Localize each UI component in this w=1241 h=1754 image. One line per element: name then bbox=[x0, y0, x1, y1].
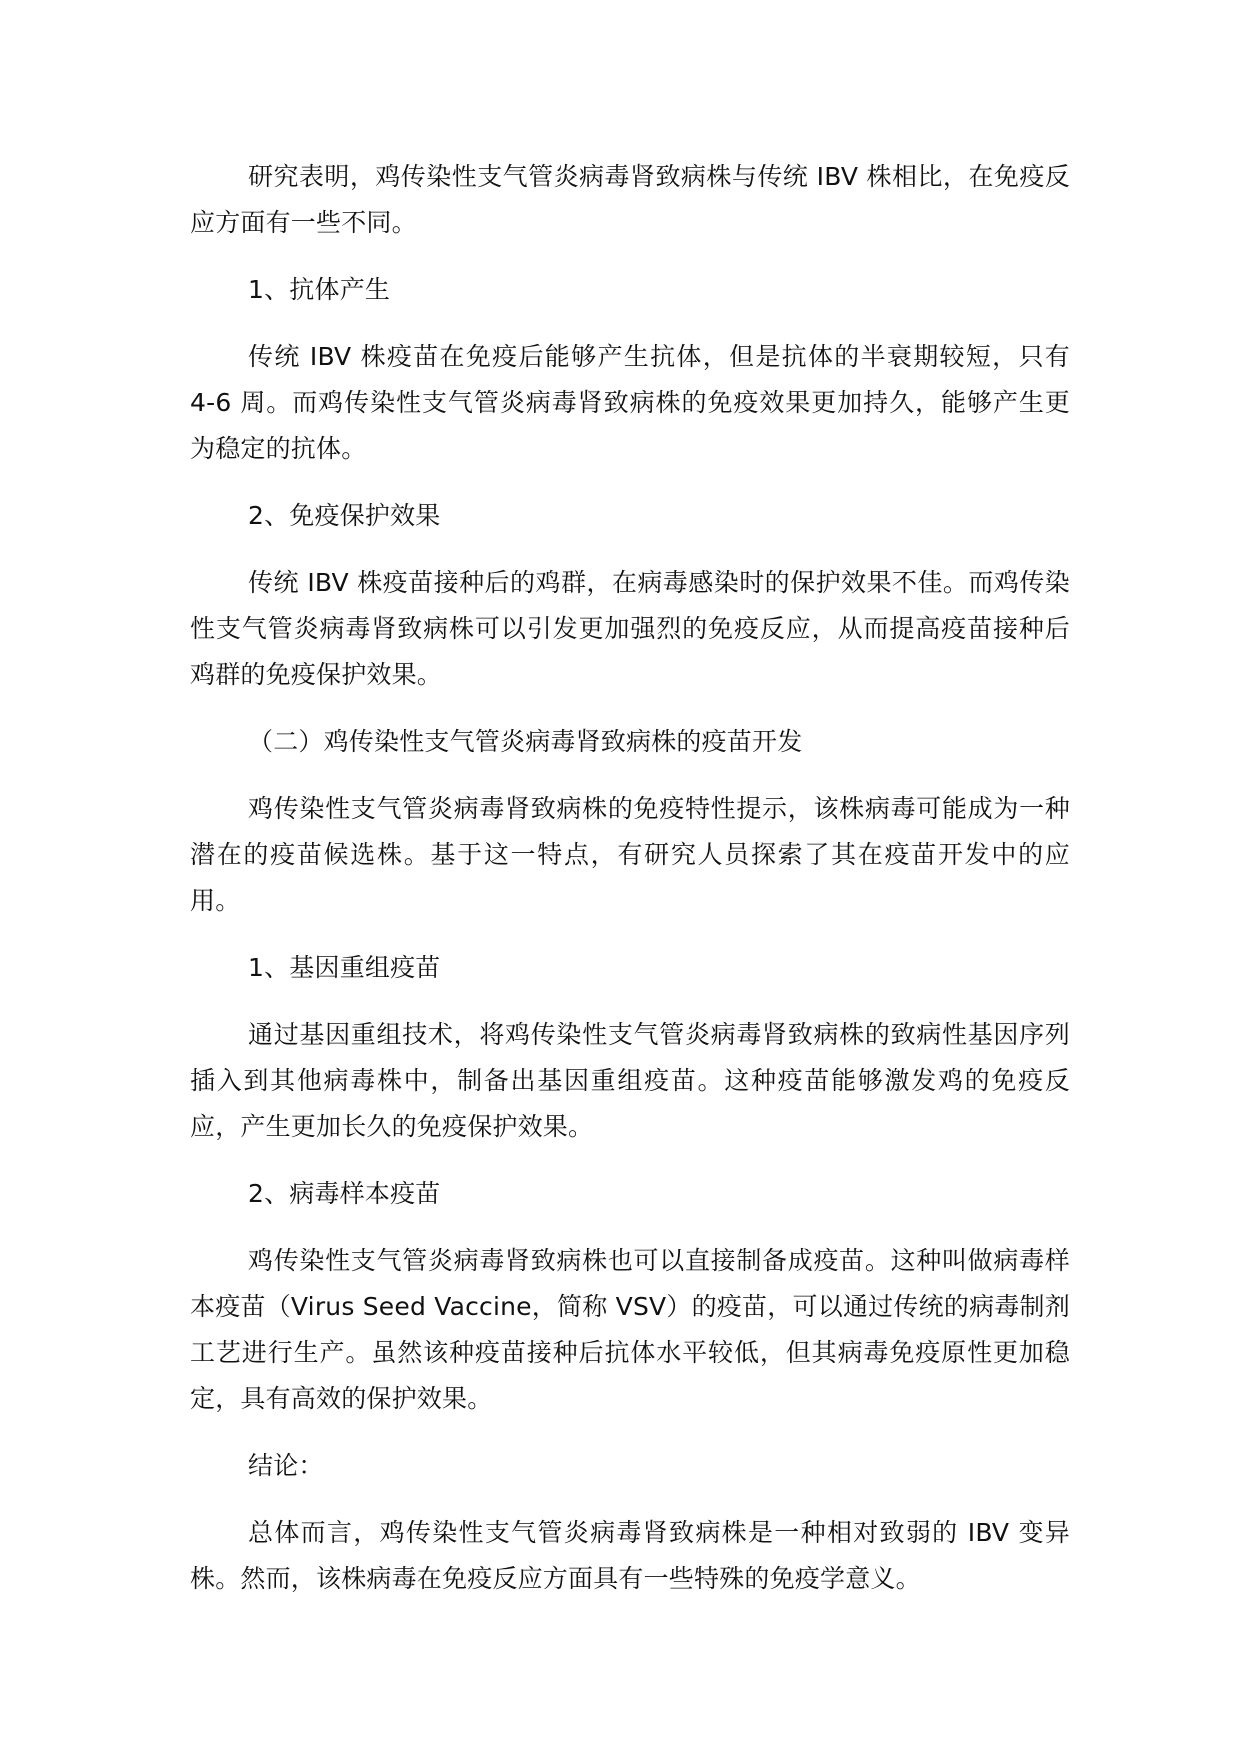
heading-virus-seed-vaccine: 2、病毒样本疫苗 bbox=[248, 1179, 441, 1208]
paragraph-virus-seed-vaccine: 鸡传染性支气管炎病毒肾致病株也可以直接制备成疫苗。这种叫做病毒样本疫苗（Virus Seed Vaccine，简称 VSV）的疫苗，可以通过传统的病毒制剂工艺进行生产。虽然该种疫苗接种后抗体水平较低，但其病毒免疫原性更加稳定，具有高效的保护效果。 bbox=[190, 1246, 1070, 1413]
paragraph-immune-protection: 传统 IBV 株疫苗接种后的鸡群，在病毒感染时的保护效果不佳。而鸡传染性支气管炎病毒肾致病株可以引发更加强烈的免疫反应，从而提高疫苗接种后鸡群的免疫保护效果。 bbox=[190, 568, 1070, 689]
paragraph-antibody-production: 传统 IBV 株疫苗在免疫后能够产生抗体，但是抗体的半衰期较短，只有 4-6 周。而鸡传染性支气管炎病毒肾致病株的免疫效果更加持久，能够产生更为稳定的抗体。 bbox=[190, 342, 1070, 463]
heading-recombinant-vaccine: 1、基因重组疫苗 bbox=[248, 953, 441, 982]
paragraph-recombinant-vaccine: 通过基因重组技术，将鸡传染性支气管炎病毒肾致病株的致病性基因序列插入到其他病毒株中，制备出基因重组疫苗。这种疫苗能够激发鸡的免疫反应，产生更加长久的免疫保护效果。 bbox=[190, 1020, 1070, 1141]
heading-conclusion: 结论： bbox=[248, 1451, 324, 1480]
heading-vaccine-development: （二）鸡传染性支气管炎病毒肾致病株的疫苗开发 bbox=[248, 727, 803, 756]
paragraph-vaccine-development: 鸡传染性支气管炎病毒肾致病株的免疫特性提示，该株病毒可能成为一种潜在的疫苗候选株。基于这一特点，有研究人员探索了其在疫苗开发中的应用。 bbox=[190, 794, 1070, 915]
paragraph-conclusion: 总体而言，鸡传染性支气管炎病毒肾致病株是一种相对致弱的 IBV 变异株。然而，该株病毒在免疫反应方面具有一些特殊的免疫学意义。 bbox=[190, 1518, 1070, 1593]
paragraph-immune-response-intro: 研究表明，鸡传染性支气管炎病毒肾致病株与传统 IBV 株相比，在免疫反应方面有一些不同。 bbox=[190, 162, 1070, 237]
document-body bbox=[190, 154, 1070, 1623]
heading-antibody-production: 1、抗体产生 bbox=[248, 275, 391, 304]
heading-immune-protection: 2、免疫保护效果 bbox=[248, 501, 441, 530]
